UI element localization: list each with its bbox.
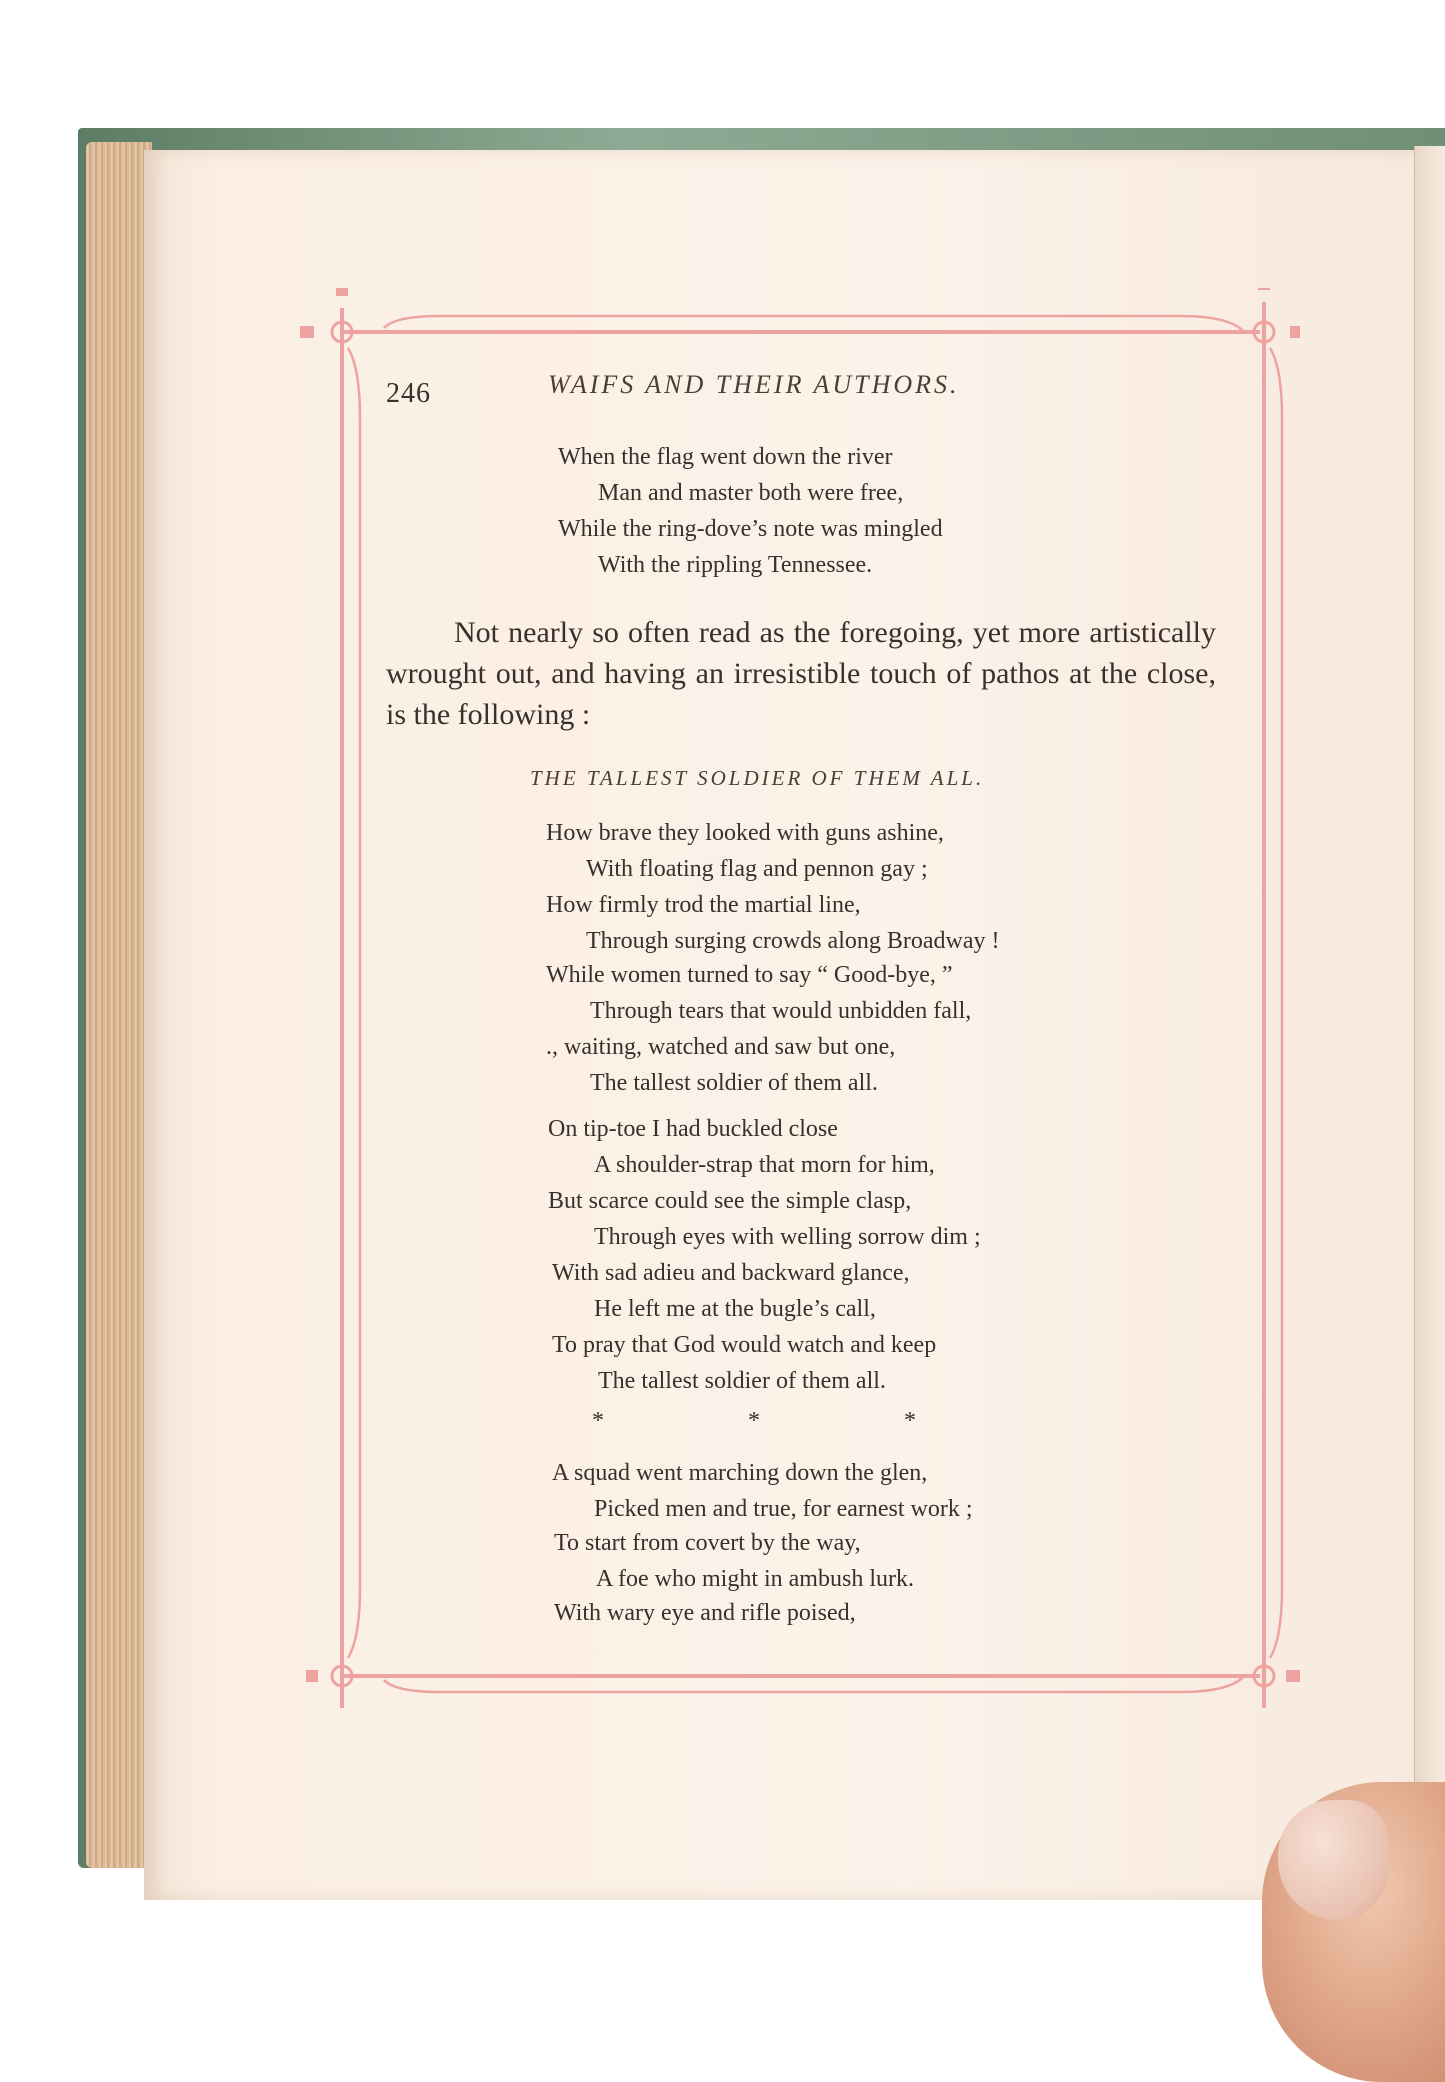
poem-line: How firmly trod the martial line, (546, 892, 861, 918)
page-edges (86, 142, 152, 1868)
poem-line: While the ring-dove’s note was mingled (558, 516, 943, 542)
asterisk: * (592, 1408, 604, 1434)
poem-line: With sad adieu and backward glance, (552, 1260, 910, 1286)
asterisk: * (904, 1408, 916, 1434)
poem-line: While women turned to say “ Good-bye, ” (546, 962, 953, 988)
poem-line: The tallest soldier of them all. (590, 1070, 878, 1096)
next-page-edge (1414, 146, 1445, 1876)
poem-line: A squad went marching down the glen, (552, 1460, 928, 1486)
poem-line: But scarce could see the simple clasp, (548, 1188, 912, 1214)
poem-line: With floating flag and pennon gay ; (586, 856, 928, 882)
thumbnail (1278, 1800, 1388, 1920)
poem-title: THE TALLEST SOLDIER OF THEM ALL. (530, 766, 985, 790)
poem-line: How brave they looked with guns ashine, (546, 820, 944, 846)
poem-line: With wary eye and rifle poised, (554, 1600, 856, 1626)
poem-line: A foe who might in ambush lurk. (596, 1566, 914, 1592)
poem-line: Picked men and true, for earnest work ; (594, 1496, 973, 1522)
prose-paragraph: Not nearly so often read as the foregoing, yet more artistically wrought out, and having an irresistible touch of pathos at the close, is the following : (386, 616, 1216, 731)
poem-line: To pray that God would watch and keep (552, 1332, 937, 1358)
poem-line: When the flag went down the river (558, 444, 893, 470)
poem-line: Through tears that would unbidden fall, (590, 998, 972, 1024)
running-head: WAIFS AND THEIR AUTHORS. (548, 370, 960, 399)
poem-line: He left me at the bugle’s call, (594, 1296, 876, 1322)
asterisk: * (748, 1408, 760, 1434)
poem-line: ., waiting, watched and saw but one, (546, 1034, 896, 1060)
poem-line: A shoulder-strap that morn for him, (594, 1152, 935, 1178)
poem-line: The tallest soldier of them all. (598, 1368, 886, 1394)
poem-line: With the rippling Tennessee. (598, 552, 873, 578)
poem-line: On tip-toe I had buckled close (548, 1116, 838, 1142)
poem-line: To start from covert by the way, (554, 1530, 861, 1556)
poem-line: Through eyes with welling sorrow dim ; (594, 1224, 981, 1250)
page-number: 246 (386, 378, 431, 409)
poem-line: Through surging crowds along Broadway ! (586, 928, 1000, 954)
poem-line: Man and master both were free, (598, 480, 904, 506)
